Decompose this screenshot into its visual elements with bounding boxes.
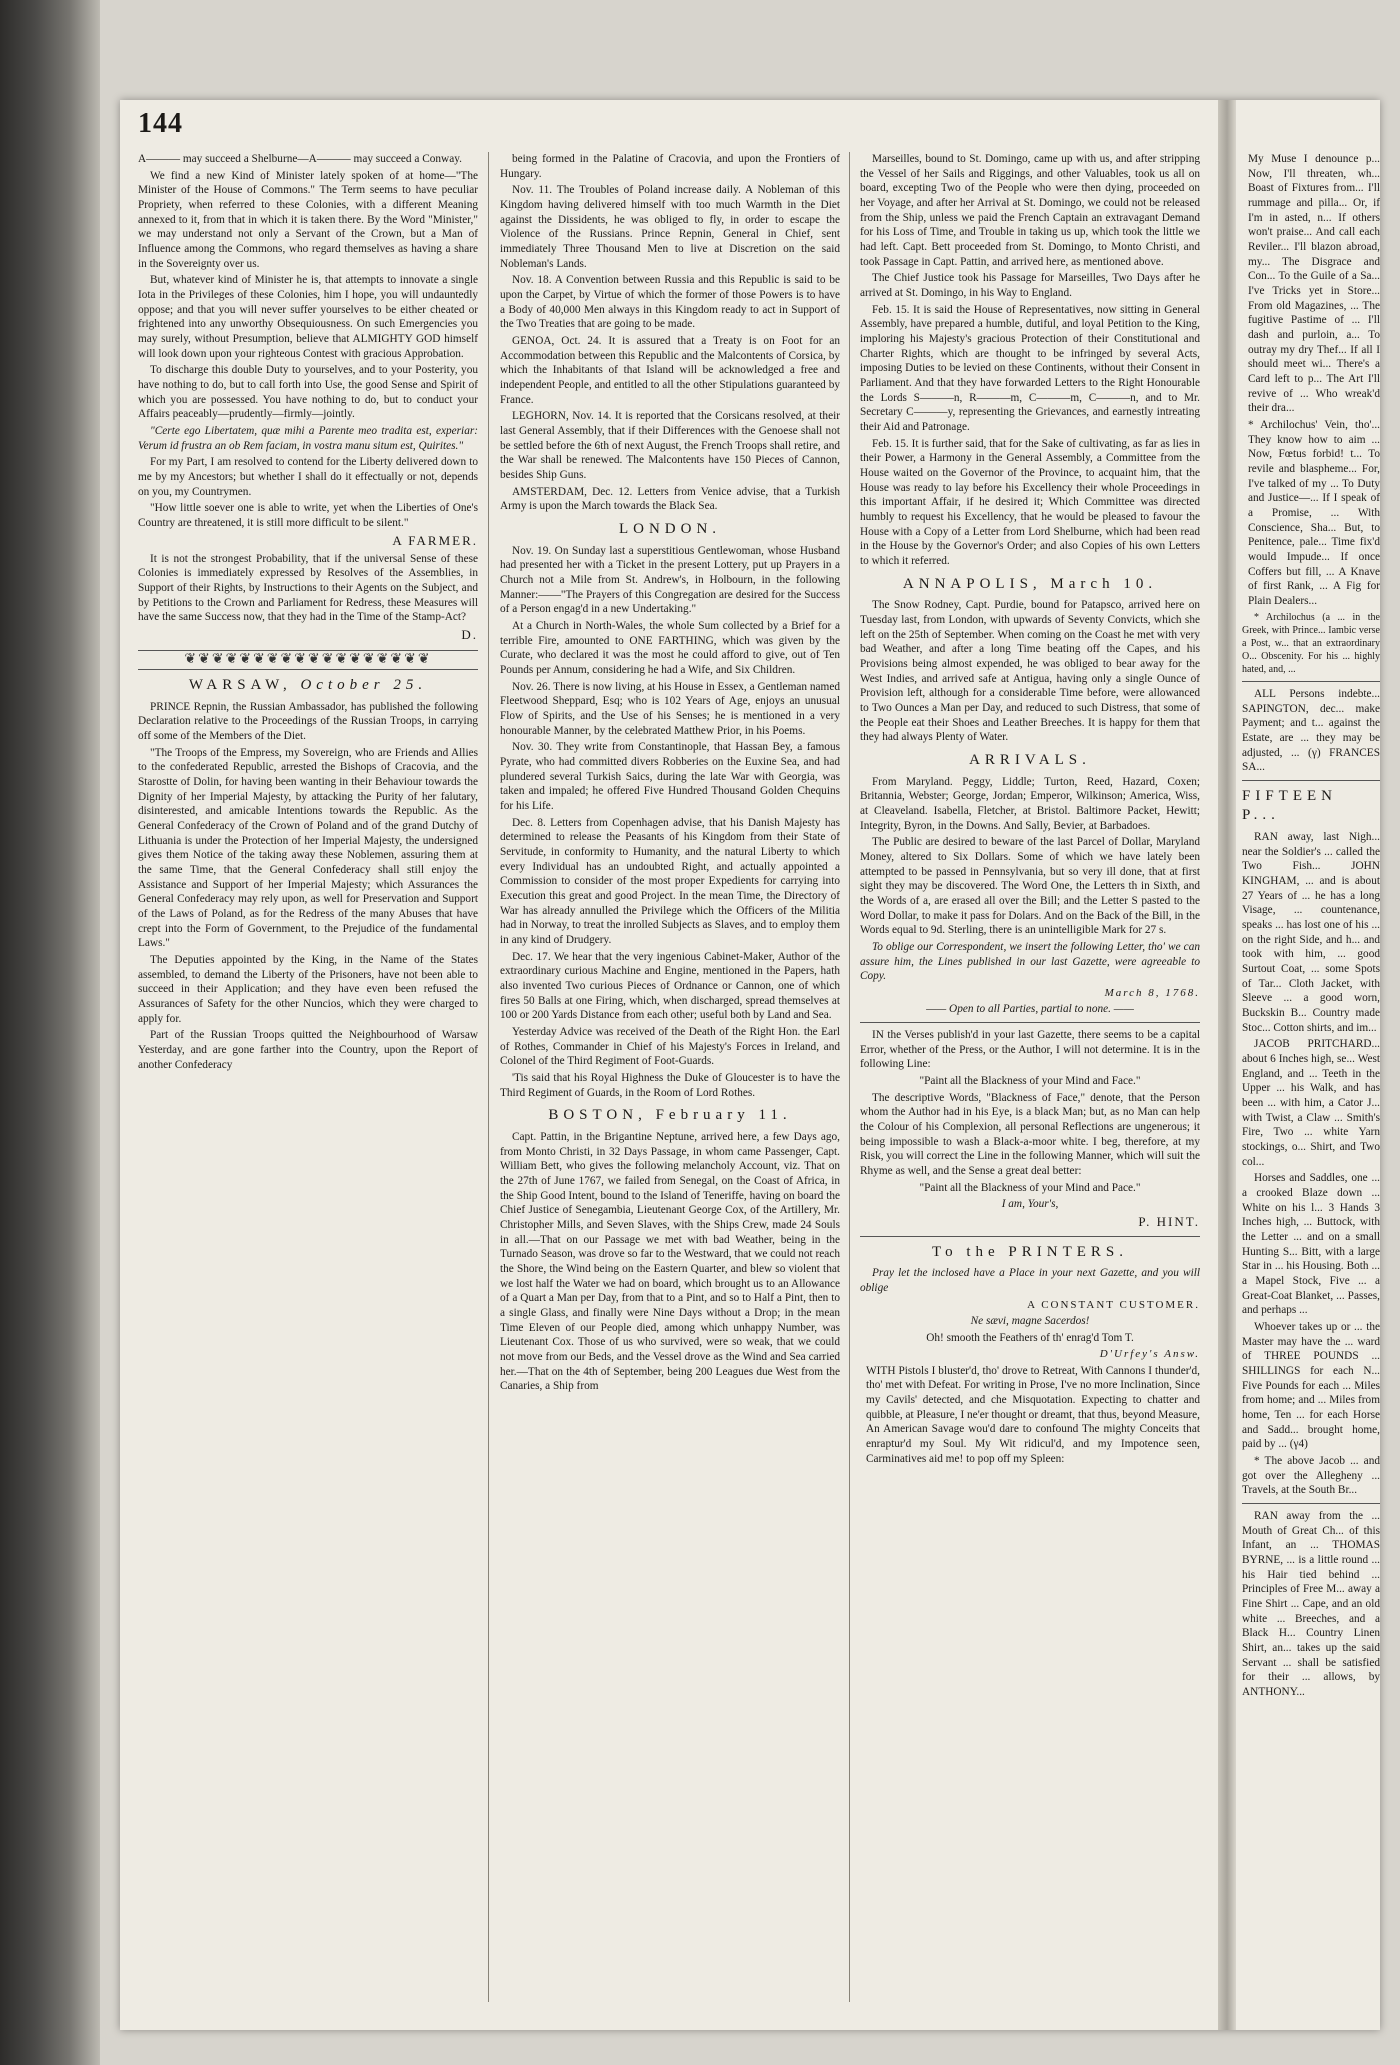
col3-paragraph: Pray let the inclosed have a Place in your next Gazette, and you will oblige xyxy=(860,1267,1200,1295)
col1-paragraph: The Deputies appointed by the King, in the Name of the States assembled, to demand the Liberty of the Prisoners, have not been able to succeed in their Application; and they have even been refused the Assurances of Safety for the other Nuncios, which they were charged to apply for. xyxy=(138,954,478,1025)
col3-date-sig: March 8, 1768. xyxy=(1104,986,1200,999)
column-rule xyxy=(488,152,489,2002)
col2-paragraph xyxy=(500,409,840,482)
col1-paragraph: PRINCE Repnin, the Russian Ambassador, has published the following Declaration relative to the Proceedings of the Russian Troops, in carrying off some of the Members of the Diet. xyxy=(138,700,478,742)
col3-epigraph: Ne sævi, magne Sacerdos! xyxy=(970,1315,1090,1327)
col3-paragraph: The Snow Rodney, Capt. Purdie, bound for Patapsco, arrived here on Tuesday last, from London, with upwards of Seventy Convicts, which she left on the 25th of September. When coming on the Coast he met with very bad Weather, and after a long Time beating off the Capes, and his Provisions being almost expended, he was obliged to bear away for the West Indies, and arrived safe at Antigua, having only a single Ounce of Provision left, although for a considerable Time before, were allowanced to Two Ounces a Man per Day, and reduced to such Distress, that some of the People eat their Shoes and Leather Breeches. It is happy for them that they had always Plenty of Water. xyxy=(860,599,1200,744)
col3-paragraph: The Public are desired to beware of the last Parcel of Dollar, Maryland Money, altered to Six Dollars. Some of which we have lately been attempted to be passed in Pennsylvania, but so very ill done, that at first sight they may be discovered. The Word One, the Letters th in Sixth, and the Words of a, are erased all over the Bill; and the Letter S pasted to the Word Dollar, to make it pass for Dolars. And on the Back of the Bill, in the Words equal to 9d. Sterling, there is an unintelligible Mark for 27 s. xyxy=(860,836,1200,937)
col2-paragraph: Yesterday Advice was received of the Death of the Right Hon. the Earl of Rothes, Commander in Chief of his Majesty's Forces in Ireland, and Colonel of the Third Regiment of Foot-Guards. xyxy=(500,1026,840,1068)
col2-paragraph: Capt. Pattin, in the Brigantine Neptune, arrived here, a few Days ago, from Monto Christi, in 32 Days Passage, in whom came Passenger, Capt. William Bett, who gives the following melancholy Account, viz. That on the 27th of June 1767, we failed from Senegal, on the Coast of Africa, in the Ship Good Intent, bound to the Island of Teneriffe, having on board the Chief Justice of Senegambia, Lieutenant George Cox, of the Artillery, Mr. Christopher Mills, and Seven Slaves, with the Ships Crew, made 24 Souls in all.—That on our Passage we met with bad Weather, being in the Turnado Season, was drove so far to the Westward, that we could not reach the Shore, the Wind being on the Eastern Quarter, and blew so violent that we lost half the Water we had on board, which brought us to an Allowance of a Quart a Man per Day, from that to a Pint, and so to Half a Pint, then to a single Glass, and finally were Nine Days without a Drop; in the mean Time Eleven of our People died, among which unhappy Number, was Lieutenant Cox. Those of us who survived, were so weak, that we could not move from our Beds, and the Vessel drove as the Wind and Sea carried her.—That on the 4th of September, being 200 Leagues due West from the Canaries, a Ship from xyxy=(500,1130,840,1393)
col2-paragraph: Nov. 18. A Convention between Russia and this Republic is said to be upon the Carpet, by Virtue of which the former of those Powers is to have a Body of 40,000 Men always in this Kingdom ready to act in Support of the Two Treaties that are going to be made. xyxy=(500,274,840,331)
book-binding xyxy=(0,0,100,2065)
col1-initial: D. xyxy=(461,627,478,643)
col2-paragraph: Nov. 30. They write from Constantinople, that Hassan Bey, a famous Pyrate, who had committed divers Robberies on the Euxine Sea, and had plundered several Turkish Saics, during the late War with Georgia, was taken and impaled; he offered Five Hundred Thousand Golden Chequins for his Life. xyxy=(500,741,840,813)
col1-paragraph: We find a new Kind of Minister lately spoken of at home—"The Minister of the House of Commons." The Term seems to have peculiar Propriety, when referred to these Colonies, with a different Meaning annexed to it, from that in which it is taken there. By the Word "Minister," we may understand not only a Servant of the Crown, but a Man of Influence among the Commons, who regard themselves as having a share in the Sovereignty over us. xyxy=(138,169,478,270)
divider-rule xyxy=(1242,681,1380,682)
heading-fifteen-pounds: FIFTEEN P... xyxy=(1242,787,1337,824)
col3-editor-note: To oblige our Correspondent, we insert the following Letter, tho' we can assure him, the Lines published in our last Gazette, were agreeable to Copy. xyxy=(860,940,1200,983)
col4-footnote: * Archilochus (a ... in the Greek, with Prince... Iambic verse a Post, w... that an extraordinary O... Obscenity. For his ... highly hated, and, ... xyxy=(1242,611,1380,675)
col4-poem: * Archilochus' Vein, tho'... They know how to aim ... Now, Fœtus forbid! t... To revile and blaspheme... For, I've talked of my ... To Duty and Justice—... If I speak of a Promise, ... With Conscience, Sha... But, to Penitence, pale... Time fix'd would Impude... If once Coffers but fill, ... A Knave of first Rank, ... A Fig for Plain Dealers... xyxy=(1248,419,1380,608)
dateline-warsaw xyxy=(138,676,478,696)
column-2 xyxy=(500,152,840,2012)
col1-paragraph: For my Part, I am resolved to contend for the Liberty delivered down to me by my Ancestors; but whether I shall do it effectually or not, depends on you, my Countrymen. xyxy=(138,456,478,498)
col2-genoa-text: Oct. 24. It is assured that a Treaty is on Foot for an Accommodation between this Republic and the Malcontents of Corsica, by which the Inhabitants of that Island will be acknowledged a free and independent People, and entitled to all the other Stipulations guaranteed by France. xyxy=(500,335,840,406)
col3-paragraph: The descriptive Words, "Blackness of Face," denote, that the Person whom the Author had in his Eye, is a black Man; but, as no Man can help the Colour of his Complexion, all personal Reflections are ungenerous; it being impossible to wash a Black-a-moor white. I beg, therefore, at my Risk, you will correct the Line in the following Manner, which will suit the Rhyme as well, and the Sense a great deal better: xyxy=(860,1091,1200,1177)
signature-a-farmer: A FARMER. xyxy=(392,532,478,548)
col1-paragraph: "The Troops of the Empress, my Sovereign, who are Friends and Allies to the confederated Republic, arrested the Bishops of Cracovia, and the Starostte of Dolin, for having been wanting in their Behaviour towards the Dignity of her Imperial Majesty, by attacking the Purity of her falutary, disinterested, and amicable Intentions towards the Republic. As the General Confederacy of the Crown of Poland and of the grand Dutchy of Lithuania is under the Protection of her Imperial Majesty, the undersigned gives them Notice of the taking away these Noblemen, assuring them at the same Time, that the General Confederacy shall still enjoy the Assistance and Support of her Imperial Majesty; which Assurances the General Confederacy may rely upon, as well for Preservation and Support of the Laws of Poland, as for the Redress of the many Abuses that have crept into the Form of Government, to the Prejudice of the fundamental Laws." xyxy=(138,746,478,950)
col2-paragraph: being formed in the Palatine of Cracovia, and upon the Frontiers of Hungary. xyxy=(500,153,840,180)
col1-paragraph: To discharge this double Duty to yourselves, and to your Posterity, you have nothing to do, but to call forth into Use, the good Sense and Spirit of which you are possessed. You have nothing to do, but to conduct your Affairs peaceably—prudently—firmly—jointly. xyxy=(138,364,478,421)
col3-closing: I am, Your's, xyxy=(1001,1198,1059,1211)
place-genoa: GENOA, xyxy=(512,335,555,348)
col1-top-line: A——— may succeed a Shelburne—A——— may succeed a Conway. xyxy=(138,153,462,165)
col2-paragraph: Dec. 8. Letters from Copenhagen advise, that his Danish Majesty has determined to release the Peasants of his Kingdom from their State of Servitude, in conformity to Humanity, and the natural Liberty to which every Individual has an undoubted Right, and actually appointed a Commission to consider of the most proper Expedients for carrying into Execution this great and good Project. In the mean Time, the Directory of War has already annulled the Privilege which the Officers of the Militia had in Norway, to treat the inrolled Subjects as Slaves, and to employ them in any kind of Drudgery. xyxy=(500,816,840,947)
col4-notice: JACOB PRITCHARD... about 6 Inches high, se... West England, and ... Teeth in the Upper ... his Walk, and has been ... with him, a Cator J... with Twist, a Claw ... Smith's Fire, Two ... white Yarn stockings, o... Shirt, and Two col... xyxy=(1242,1038,1380,1168)
heading-boston: BOSTON, February 11. xyxy=(548,1107,792,1124)
col4-notice: RAN away, last Nigh... near the Soldier's ... called the Two Fish... JOHN KINGHAM, ... and is about 27 Years of ... he has a long Visage, ... countenance, speaks ... has lost one of his ... on the right Side, and h... and took with him, ... good Surtout Coat, ... some Spots of Tar... Cloth Jacket, with Sleeve ... a good worn, Buckskin B... Country made Stoc... Cotton shirts, and im... xyxy=(1242,830,1380,1034)
col1-paragraph: But, whatever kind of Minister he is, that attempts to innovate a single Iota in the Privileges of these Colonies, him I hope, you will undauntedly oppose; and that you will never suffer yourselves to be either cheated or frightened into any unworthy Obsequiousness. On such Emergencies you may surely, without Presumption, believe that ALMIGHTY GOD himself will look down upon your righteous Contest with gracious Approbation. xyxy=(138,274,478,360)
column-3 xyxy=(860,152,1200,2012)
col2-paragraph xyxy=(500,334,840,407)
col3-epigraph: Oh! smooth the Feathers of th' enrag'd Tom T. xyxy=(926,1331,1134,1344)
col3-poem: WITH Pistols I bluster'd, tho' drove to Retreat, With Cannons I thunder'd, tho' met with Defeat. For writing in Prose, I've no more Inclination, Since my Cavils' detected, and che Misquotation. Expecting to chatter and quibble, at Pleasure, I ne'er thought or dreamt, that thus, beyond Measure, An American Savage wou'd dare to confound The mighty Conceits that enraptur'd my Soul. My Wit ridicul'd, and my Impotence seen, Carminatives aid me! to pop off my Spleen: xyxy=(866,1364,1200,1465)
signature-p-hint: P. HINT. xyxy=(1138,1213,1200,1229)
divider-rule xyxy=(860,1022,1200,1023)
dateline-place: WARSAW, xyxy=(188,677,292,694)
col1-paragraph: It is not the strongest Probability, that if the universal Sense of these Colonies is immediately expressed by Resolves of the Assemblies, in Support of their Rights, by Instructions to their Agents on the Subject, and by Petitions to the Crown and Parliament for Redress, these Measures will have the same Success now, that they had in the Time of the Stamp-Act? xyxy=(138,552,478,624)
heading-to-the-printers: To the PRINTERS. xyxy=(931,1243,1129,1260)
col3-quoted-line: "Paint all the Blackness of your Mind and Face." xyxy=(919,1074,1141,1087)
col4-notice: RAN away from the ... Mouth of Great Ch... of this Infant, an ... THOMAS BYRNE, ... is a little round ... his Hair tied behind ... Principles of Free M... away a Fine Shirt ... Cape, and an old white ... Breeches, and a Black H... Country Linen Shirt, an... takes up the said Servant ... shall be satisfied for their ... allows, by ANTHONY... xyxy=(1242,1510,1380,1699)
col3-epigraph-attribution: D'Urfey's Answ. xyxy=(1099,1348,1200,1361)
col2-paragraph xyxy=(500,485,840,514)
page-number: 144 xyxy=(138,108,183,139)
col1-paragraph: Part of the Russian Troops quitted the Neighbourhood of Warsaw Yesterday, and are gone farther into the Country, upon the Report of another Confederacy xyxy=(138,1029,478,1071)
col3-paragraph: Marseilles, bound to St. Domingo, came up with us, and after stripping the Vessel of her Sails and Riggings, and other Valuables, took us all on board, excepting Two of the People who were then dying, proceeded on her Voyage, and after her Arrival at St. Domingo, we could not be released from the Ship, unless we paid the French Captain an extravagant Demand for his Loss of Time, and Trouble in taking us up, which took the little we had left. Capt. Bett proceeded from St. Domingo, to Monto Christi, and took Passage in Capt. Pattin, and arrived here, as mentioned above. xyxy=(860,153,1200,268)
col3-quoted-line: "Paint all the Blackness of your Mind and Pace." xyxy=(919,1181,1141,1194)
col1-quote: "How little soever one is able to write, yet when the Liberties of One's Country are threatened, it is still more difficult to be silent." xyxy=(138,502,478,530)
col2-paragraph: Dec. 17. We hear that the very ingenious Cabinet-Maker, Author of the extraordinary curious Machine and Engine, mentioned in the Papers, hath also invented Two curious Pieces of Ordnance or Cannon, one of which fires 50 Balls at one Firing, which, when discharged, spread themselves at 100 or 200 Yards Distance from each other; useful both by Land and Sea. xyxy=(500,950,840,1022)
signature-constant-customer: A CONSTANT CUSTOMER. xyxy=(1027,1298,1200,1311)
column-1 xyxy=(138,152,478,2012)
col2-amsterdam-text: Dec. 12. Letters from Venice advise, that a Turkish Army is upon the March towards the Black Sea. xyxy=(500,485,840,513)
place-leghorn: LEGHORN, xyxy=(512,410,569,423)
heading-arrivals: ARRIVALS. xyxy=(969,752,1091,769)
col3-paragraph: The Chief Justice took his Passage for Marseilles, Two Days after he arrived at St. Domingo, in his Way to England. xyxy=(860,272,1200,300)
heading-london: LONDON. xyxy=(618,521,722,538)
divider-rule xyxy=(860,1236,1200,1237)
col2-paragraph: Nov. 26. There is now living, at his House in Essex, a Gentleman named Fleetwood Sheppard, Esq; who is 102 Years of Age, enjoys an unusual Flow of Spirits, and the Use of his Senses; he is mentioned in a very honourable Manner, by the celebrated Matthew Prior, in his Poems. xyxy=(500,680,840,737)
ornament-divider: ❦❦❦❦❦❦❦❦❦❦❦❦❦❦❦❦❦❦ xyxy=(138,650,478,670)
newspaper-page xyxy=(120,100,1380,2030)
col1-latin-quote: "Certe ego Libertatem, quæ mihi a Parente meo tradita est, experiar: Verum id frustra an ob Rem faciam, in vostra manu situm est, Quirites." xyxy=(138,425,478,452)
heading-annapolis: ANNAPOLIS, March 10. xyxy=(902,575,1158,592)
col2-paragraph: Nov. 11. The Troubles of Poland increase daily. A Nobleman of this Kingdom having delivered himself with too much Warmth in the Diet against the Dissidents, he was obliged to fly, in order to escape the Violence of the Russians. Prince Repnin, General in Chief, sent immediately Three Thousand Men to live at Discretion on the said Nobleman's Lands. xyxy=(500,184,840,270)
col3-paragraph: From Maryland. Peggy, Liddle; Turton, Reed, Hazard, Coxen; Britannia, Webster; George, Jordan; Emperor, Wilkinson; America, Wiss, at Cleaveland. Isabella, Fletcher, at Bristol. Baltimore Packet, Hewitt; Integrity, Byron, in the Downs. And Sally, Bevier, at Barbadoes. xyxy=(860,775,1200,832)
divider-rule xyxy=(1242,1503,1380,1504)
dateline-date: October 25. xyxy=(300,677,428,694)
col3-motto: —— Open to all Parties, partial to none. —— xyxy=(926,1003,1134,1016)
col2-leghorn-text: Nov. 14. It is reported that the Corsicans resolved, at their last General Assembly, that if their Differences with the Genoese shall not be settled before the 6th of next August, the French Troops shall retire, and the War shall be renewed. The Malcontents have 150 Pieces of Cannon, besides Ship Guns. xyxy=(500,410,840,482)
col2-paragraph: Nov. 19. On Sunday last a superstitious Gentlewoman, whose Husband had presented her with a Ticket in the present Lottery, put up Prayers in a Church not a Mile from St. Andrew's, in Holbourn, in the following Manner:——"The Prayers of this Congregation are desired for the Success of a Person engag'd in a new Undertaking." xyxy=(500,544,840,616)
col2-paragraph: At a Church in North-Wales, the whole Sum collected by a Brief for a terrible Fire, amounted to ONE FARTHING, which was given by the Curate, who declared it was the most he could afford to give, out of Ten Pounds per Annum, considering he had a Wife, and Six Children. xyxy=(500,619,840,676)
col2-paragraph: 'Tis said that his Royal Highness the Duke of Gloucester is to have the Third Regiment of Guards, in the Room of Lord Rothes. xyxy=(500,1072,840,1099)
col3-paragraph: IN the Verses publish'd in your last Gazette, there seems to be a capital Error, whether of the Press, or the Author, I will not determine. It is in the following Line: xyxy=(860,1028,1200,1071)
place-amsterdam: AMSTERDAM, xyxy=(512,485,588,498)
col3-paragraph: Feb. 15. It is further said, that for the Sake of cultivating, as far as lies in their Power, a Harmony in the General Assembly, a Committee from the House waited on the Governor of the Province, to acquaint him, that the House was ready to lay before his Excellency their whole Proceedings in this important Affair, if he desired it; Which Committee was directed humbly to request his Excellency, that he would be pleased to favour the House with a Copy of a Letter from Lord Shelburne, which had been read in the House by the Governor's Order; and also Copies of his own Letters to which it referred. xyxy=(860,437,1200,568)
col4-poem: My Muse I denounce p... Now, I'll threaten, wh... Boast of Fixtures from... I'll rummage and pilla... Or, if I'm in asted, n... If others won't praise... And call each Reviler... I'll blazon abroad, my... The Disgrace and Con... To the Guile of a Sa... I've Tricks yet in Store... From old Magazines, ... The fugitive Pastime of ... I'll dash and purloin, a... To outray my dry Thef... If all I should meet wi... There's a Card left to p... The Art I'll revive of ... Who wreak'd their dra... xyxy=(1248,153,1380,415)
col4-notice: ALL Persons indebte... SAPINGTON, dec... make Payment; and t... against the Estate, are ... they may be adjusted, ... (γ) FRANCES SA... xyxy=(1242,687,1380,774)
column-4 xyxy=(1242,152,1380,2012)
col4-notice: Whoever takes up or ... the Master may have the ... ward of THREE POUNDS ... SHILLINGS for each N... Five Pounds for each ... Miles from home; and ... Miles from home, Ten ... for each Horse and Sadd... brought home, paid by ... (γ4) xyxy=(1242,1321,1380,1451)
page-fold xyxy=(1218,100,1236,2030)
col4-notice: * The above Jacob ... and got over the Allegheny ... Travels, at the South Br... xyxy=(1242,1455,1380,1497)
col4-notice: Horses and Saddles, one ... a crooked Blaze down ... White on his l... 3 Hands 3 Inches high, ... Buttock, with the Letter ... and on a small Hunting S... Bitt, with a large Star in ... his Housing. Both ... a Mapel Stock, Five ... a Great-Coat Blanket, ... Passes, and perhaps ... xyxy=(1242,1172,1380,1317)
divider-rule xyxy=(1242,780,1380,781)
col3-paragraph: Feb. 15. It is said the House of Representatives, now sitting in General Assembly, have prepared a humble, dutiful, and loyal Petition to the King, imploring his Majesty's gracious Protection of their Constitutional and Charter Rights, which are thought to be infringed by several Acts, imposing Duties to be levied on these Continents, without their Consent in Parliament. And that they have forwarded Letters to the Right Honourable the Lords S———n, R———m, C———m, C———n, and to Mr. Secretary C———y, representing the Grievances, and earnestly intreating their Aid and Patronage. xyxy=(860,303,1200,434)
column-rule xyxy=(849,152,850,2002)
